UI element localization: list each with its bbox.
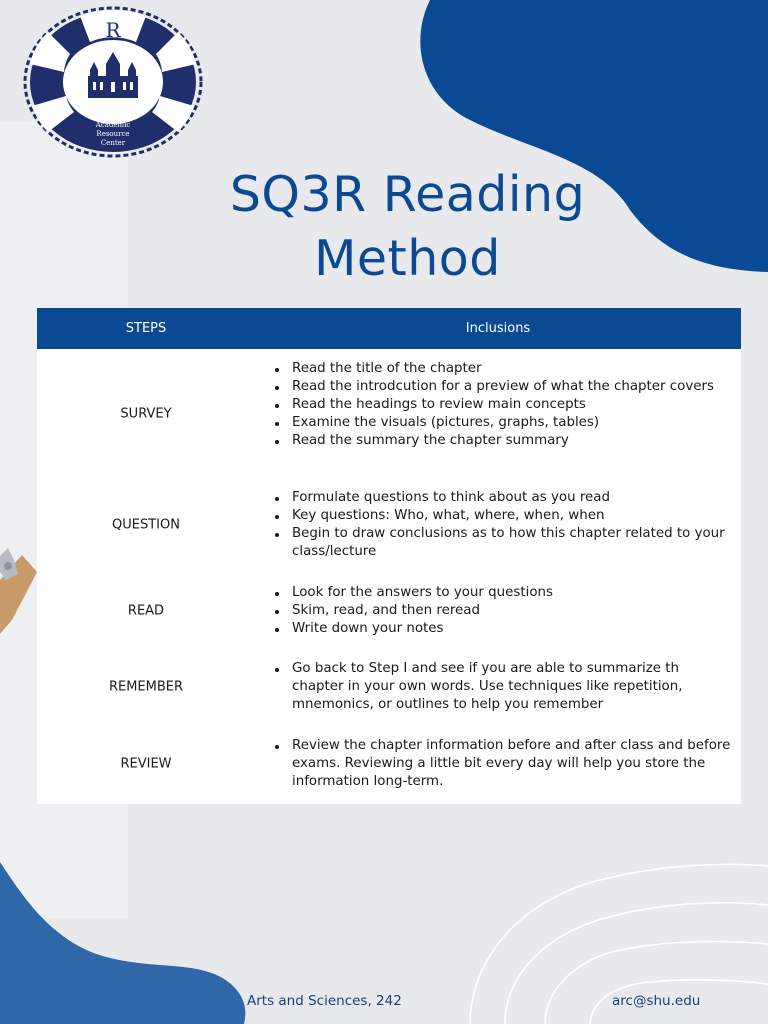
list-item: Write down your notes — [272, 620, 732, 638]
logo-letter-a: A — [43, 69, 59, 93]
step-remember: REMEMBER — [108, 679, 184, 695]
step-question: QUESTION — [112, 517, 180, 533]
step-read: READ — [127, 603, 165, 619]
list-item: Read the summary the chapter summary — [272, 432, 732, 450]
list-item: Begin to draw conclusions as to how this chapter related to your class/lecture — [272, 525, 732, 561]
list-item: Key questions: Who, what, where, when, when — [272, 507, 732, 525]
list-item: Examine the visuals (pictures, graphs, tables) — [272, 414, 732, 432]
footer-location: Arts and Sciences, 242 — [247, 993, 402, 1009]
step-review: REVIEW — [120, 756, 172, 772]
arc-logo — [18, 2, 208, 160]
list-item: Go back to Step I and see if you are able to summarize th chapter in your own words. Use techniques like repetition, mnemonics, or outlines to help you remember — [272, 660, 732, 714]
table-row — [37, 489, 741, 561]
table-row — [37, 737, 741, 791]
list-item: Read the headings to review main concepts — [272, 396, 732, 414]
list-item: Read the introdcution for a preview of what the chapter covers — [272, 378, 732, 396]
logo-caption-3: Center — [100, 139, 126, 147]
logo-letter-c: C — [167, 73, 183, 97]
list-item: Read the title of the chapter — [272, 360, 732, 378]
survey-items — [272, 360, 732, 450]
step-survey: SURVEY — [120, 406, 172, 422]
list-item: Look for the answers to your questions — [272, 584, 732, 602]
sq3r-table — [37, 308, 741, 804]
footer-email[interactable]: arc@shu.edu — [612, 993, 701, 1009]
page-title — [0, 163, 768, 291]
list-item: Formulate questions to think about as you read — [272, 489, 732, 507]
title-line-2: Method — [314, 230, 501, 287]
header-inclusions: Inclusions — [465, 321, 531, 336]
title-line-1: SQ3R Reading — [229, 166, 586, 223]
review-items — [272, 737, 732, 791]
header-steps: STEPS — [125, 321, 167, 336]
list-item: Review the chapter information before and after class and before exams. Reviewing a little bit every day will help you store the information long-term. — [272, 737, 732, 791]
table-header — [37, 308, 741, 349]
read-items — [272, 584, 732, 638]
remember-items — [272, 660, 732, 714]
table-row — [37, 660, 741, 714]
table-row — [37, 584, 741, 638]
list-item: Skim, read, and then reread — [272, 602, 732, 620]
logo-caption-1: Academic — [95, 121, 131, 129]
question-items — [272, 489, 732, 561]
logo-letter-r: R — [105, 18, 121, 42]
table-row — [37, 360, 741, 468]
logo-caption-2: Resource — [96, 130, 130, 138]
